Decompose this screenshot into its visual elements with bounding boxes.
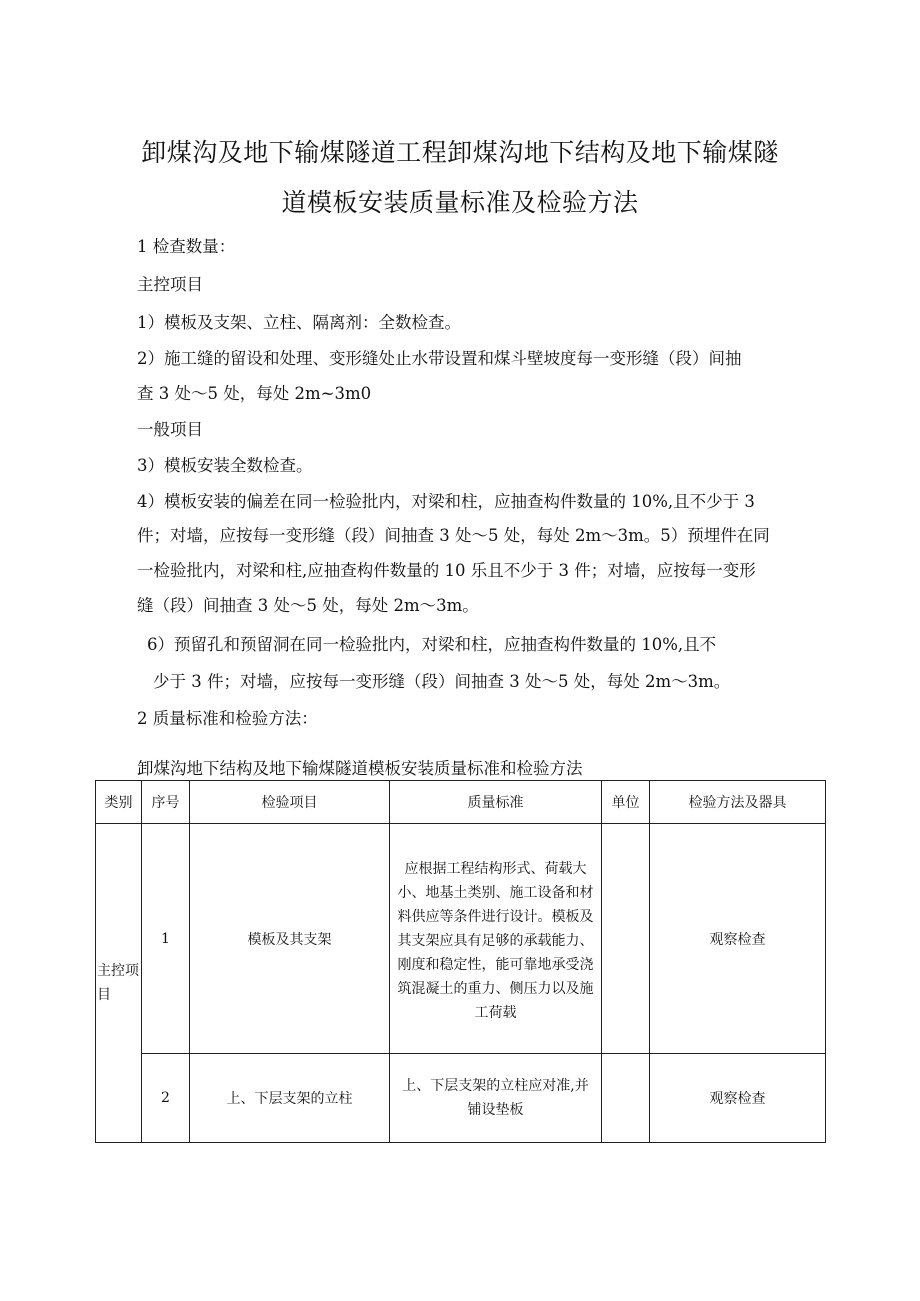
inspection-item-cell: 上、下层支架的立柱: [190, 1054, 390, 1143]
paragraph-item-5-line-2: 缝（段）间抽查 3 处～5 处，每处 2m～3m。: [137, 596, 479, 615]
inspection-method-cell: 观察检查: [650, 824, 826, 1054]
table-row: [96, 1054, 826, 1143]
unit-cell: [602, 824, 650, 1054]
table-caption: 卸煤沟地下结构及地下输煤隧道模板安装质量标准和检验方法: [137, 759, 583, 778]
inspection-item-cell: 模板及其支架: [190, 824, 390, 1054]
paragraph-main-control: 主控项目: [137, 275, 203, 294]
document-title-line-1: 卸煤沟及地下输煤隧道工程卸煤沟地下结构及地下输煤隧: [141, 138, 779, 167]
paragraph-item-3: 3）模板安装全数检查。: [137, 456, 313, 475]
paragraph-item-2-line-1: 2）施工缝的留设和处理、变形缝处止水带设置和煤斗壁坡度每一变形缝（段）间抽: [137, 349, 742, 368]
quality-standard-text: 应根据工程结构形式、荷载大小、地基土类别、施工设备和材料供应等条件进行设计。模板及其支架应具有足够的承载能力、刚度和稳定性，能可靠地承受浇筑混凝土的重力、侧压力以及施工荷载: [397, 860, 594, 1021]
paragraph-item-4-line-2: 件；对墙，应按每一变形缝（段）间抽查 3 处～5 处，每处 2m～3m。5）预埋件在同: [137, 526, 770, 545]
inspection-method-cell: 观察检查: [650, 1054, 826, 1143]
paragraph-item-1: 1）模板及支架、立柱、隔离剂：全数检查。: [137, 313, 461, 332]
paragraph-item-5-line-1: 一检验批内，对梁和柱,应抽查构件数量的 10 乐且不少于 3 件；对墙，应按每一变形: [137, 561, 756, 580]
table-header-row: [96, 781, 826, 824]
quality-standard-text: 上、下层支架的立柱应对准,并铺设垫板: [402, 1078, 589, 1118]
quality-standard-cell: [390, 824, 602, 1054]
paragraph-general: 一般项目: [137, 420, 203, 439]
paragraph-item-6-line-2: 少于 3 件；对墙，应按每一变形缝（段）间抽查 3 处～5 处，每处 2m～3m。: [153, 672, 731, 691]
header-unit: 单位: [602, 781, 650, 824]
unit-cell: [602, 1054, 650, 1143]
header-category: 类别: [96, 781, 142, 824]
header-inspection-item: 检验项目: [190, 781, 390, 824]
header-sequence: 序号: [142, 781, 190, 824]
paragraph-item-2-line-2: 查 3 处～5 处，每处 2m~3m0: [137, 384, 372, 403]
paragraph-item-4-line-1: 4）模板安装的偏差在同一检验批内，对梁和柱，应抽查构件数量的 10%,且不少于 3: [137, 492, 755, 511]
sequence-cell: 1: [142, 824, 190, 1054]
quality-standard-cell: [390, 1054, 602, 1143]
sequence-cell: 2: [142, 1054, 190, 1143]
header-inspection-method: 检验方法及器具: [650, 781, 826, 824]
document-title-line-2: 道模板安装质量标准及检验方法: [281, 188, 639, 217]
paragraph-check-quantity: 1 检查数量：: [137, 237, 236, 256]
paragraph-quality-standard: 2 质量标准和检验方法：: [137, 709, 318, 728]
table-row: [96, 824, 826, 1054]
category-cell: 主控项目: [96, 824, 142, 1143]
quality-standard-table: [95, 780, 826, 1143]
header-quality-standard: 质量标准: [390, 781, 602, 824]
paragraph-item-6-line-1: 6）预留孔和预留洞在同一检验批内，对梁和柱，应抽查构件数量的 10%,且不: [147, 635, 717, 654]
